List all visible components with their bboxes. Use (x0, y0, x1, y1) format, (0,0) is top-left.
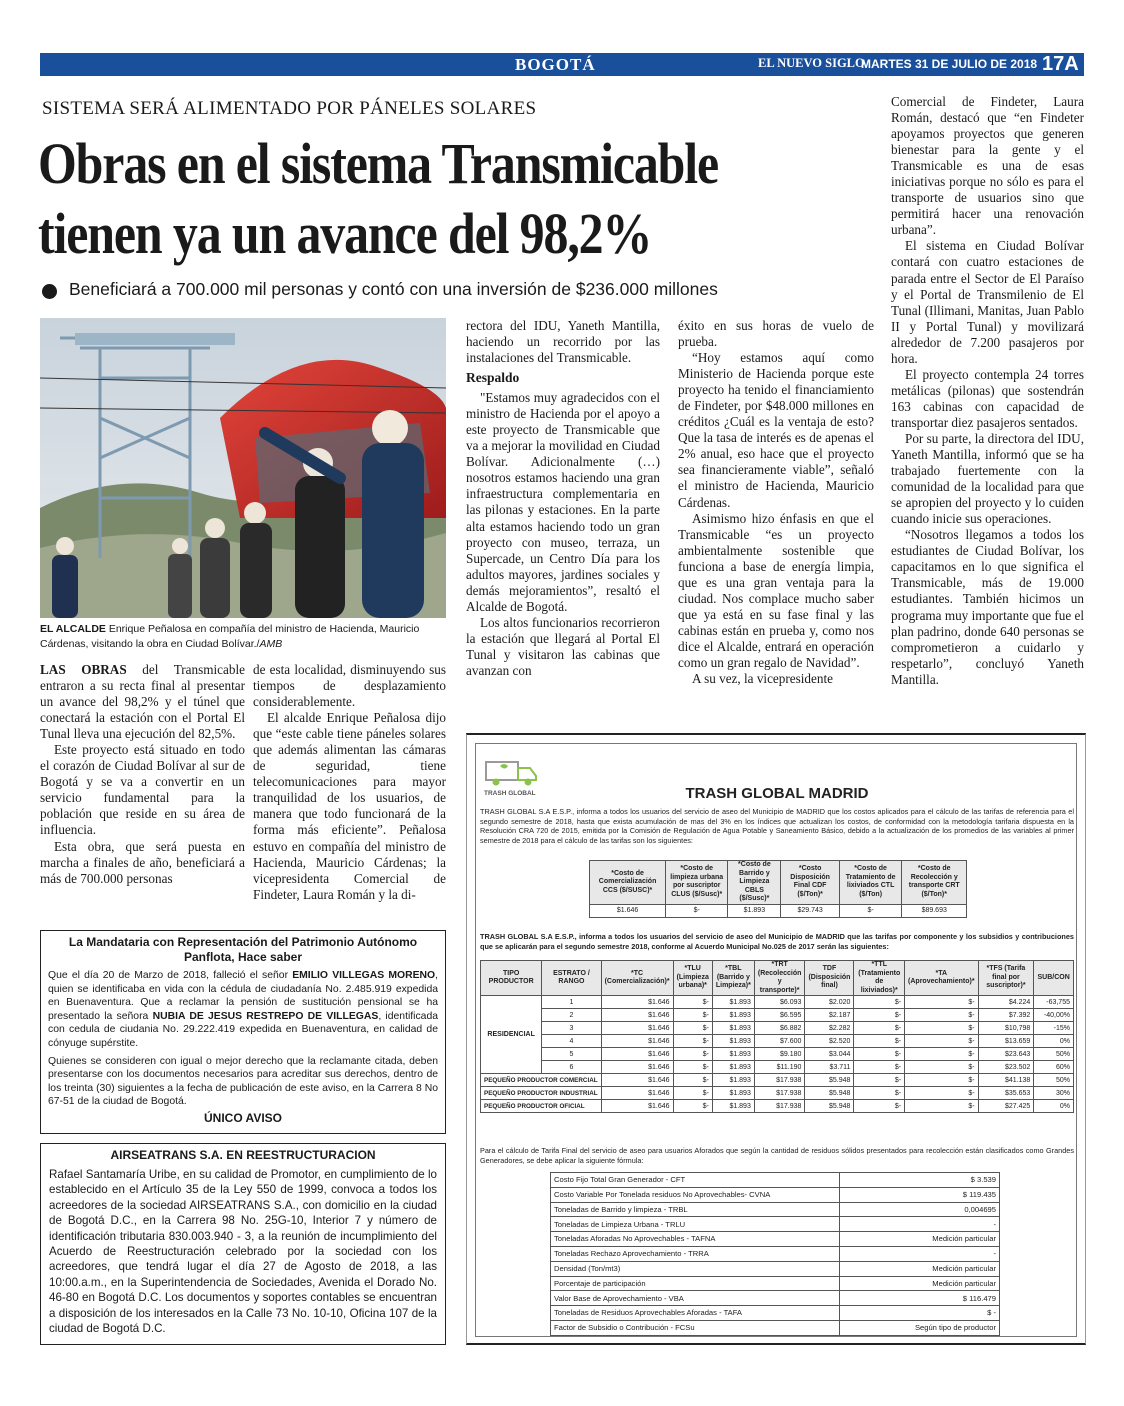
tariff-cell: 6 (542, 1061, 601, 1074)
col1-paragraph-1 (40, 662, 245, 742)
formula-row (551, 1246, 1000, 1261)
tariff-cell: $1.646 (601, 1074, 673, 1087)
formula-value: $ 3.539 (840, 1173, 1000, 1188)
costs-header: *Costo de Barrido y Limpieza CBLS ($/Susc)* (728, 861, 781, 905)
tariff-header: *TA (Aprovechamiento)* (905, 961, 979, 996)
tariff-header: *TTL (Tratamiento de lixiviados)* (854, 961, 905, 996)
formula-table (550, 1172, 1000, 1336)
formula-label: Porcentaje de participación (551, 1276, 840, 1291)
tariff-cell: $6.595 (754, 1009, 805, 1022)
col4-paragraph-1: éxito en sus horas de vuelo de prueba. (678, 318, 874, 350)
tariff-producer-type: PEQUEÑO PRODUCTOR COMERCIAL (481, 1074, 602, 1087)
tariff-producer-type: RESIDENCIAL (481, 996, 542, 1074)
tariff-cell: $- (854, 1022, 905, 1035)
notice2-text: Rafael Santamaría Uribe, en su calidad de Promotor, en cumplimiento de lo establecido en el Artículo 35 de la Ley 550 de 1999, convoca a todos los acreedores de la sociedad AIRSEATRANS S.A., con domicilio en la ciudad de Bogotá D.C., en la Carrera 98 No. 25G-10, Interior 7 y número de identificación tributaria 830.003.940 - 3, a la reunión de incumplimiento del Acuerdo de Reestructuración celebrado por la sociedad con los acreedores, que tendrá lugar el día 27 de Agosto de 2018, a las 10:00.a.m., en la Superintendencia de Sociedades, Avenida el Dorado No. 46-80 en Bogotá D.C. Los documentos y soportes contables se encuentran a disposición de los interesados en la Calle 73 No. 10-10, Oficina 107 de la ciudad de Bogotá D.C. (49, 1168, 437, 1336)
tariff-cell: $1.893 (712, 1100, 754, 1113)
costs-cell: $29.743 (781, 904, 839, 917)
costs-cell: $89.693 (902, 904, 967, 917)
trash-global-ad (466, 733, 1086, 1345)
notice1-p1-a: Que el día 20 de Marzo de 2018, falleció el señor (48, 970, 293, 981)
tariff-header: *TBL (Barrido y Limpieza)* (712, 961, 754, 996)
col3-subtitle: Respaldo (466, 370, 520, 386)
tariff-cell: $- (905, 1074, 979, 1087)
tariff-cell: 1 (542, 996, 601, 1009)
notice1-deceased-name: EMILIO VILLEGAS MORENO (292, 970, 436, 981)
photo-illustration (40, 318, 446, 618)
col4-paragraph-2: “Hoy estamos aquí como Ministerio de Hacienda porque este proyecto ha tenido el financiamiento de Findeter, por $48.000 millones en créditos ¿Cuál es la ventaja de esto? Que la tasa de interés es de apenas el 2% anual, eso hace que el proyecto sea financieramente viable”, señaló el ministro de Hacienda, Mauricio Cárdenas. (678, 350, 874, 510)
tariff-cell: $3.711 (805, 1061, 854, 1074)
tariff-header: *TRT (Recolección y transporte)* (754, 961, 805, 996)
col2-paragraph-2: El alcalde Enrique Peñalosa dijo que “este cable tiene páneles solares que además alimentan las cámaras de seguridad, tiene telecomunicaciones para mayor tranquilidad de los usuarios, de manera que todo funcionará de la forma más eficiente”. Peñalosa estuvo en compañía del ministro de Hacienda, Mauricio Cárdenas; la vicepresidenta Comercial de Findeter, Laura Román y la di- (253, 710, 446, 902)
col3-paragraph-3: Los altos funcionarios recorrieron la estación que llegará al Portal El Tunal y visitaron las cabinas que avanzan con (466, 614, 660, 678)
costs-cell: $1.646 (590, 904, 666, 917)
tariff-cell: $- (854, 1087, 905, 1100)
tariff-cell: 50% (1034, 1074, 1074, 1087)
ad-intro-3: Para el cálculo de Tarifa Final del servicio de aseo para usuarios Aforados que según la cantidad de residuos sólidos presentados para recolección están clasificados como Grandes Generadores, se debe aplicar la siguiente fórmula: (480, 1146, 1074, 1165)
formula-label: Costo Variable Por Tonelada residuos No Aprovechables- CVNA (551, 1187, 840, 1202)
tariff-table (480, 960, 1074, 1113)
tariff-cell: $- (673, 1074, 712, 1087)
newspaper-name: EL NUEVO SIGLO (758, 56, 865, 70)
tariff-cell: $2.520 (805, 1035, 854, 1048)
costs-cell: $- (839, 904, 902, 917)
tariff-producer-type: PEQUEÑO PRODUCTOR OFICIAL (481, 1100, 602, 1113)
tariff-cell: 30% (1034, 1087, 1074, 1100)
tariff-cell: $1.646 (601, 1035, 673, 1048)
formula-label: Densidad (Ton/mt3) (551, 1261, 840, 1276)
notice2-title: AIRSEATRANS S.A. EN REESTRUCTURACION (110, 1148, 376, 1162)
formula-label: Toneladas Rechazo Aprovechamiento - TRRA (551, 1246, 840, 1261)
tariff-cell: $- (673, 1009, 712, 1022)
tariff-cell: 60% (1034, 1061, 1074, 1074)
tariff-cell: $17.938 (754, 1074, 805, 1087)
tariff-cell: $27.425 (978, 1100, 1034, 1113)
tariff-cell: -15% (1034, 1022, 1074, 1035)
notice1-paragraph-2: Quienes se consideren con igual o mejor derecho que la reclamante citada, deben presentarse con los documentos necesarios para acreditar sus derechos, dentro de los treinta (30) siguientes a la fecha de publicación de este aviso, en la Carrera 8 No 67-51 de la ciudad de Bogotá. (48, 1055, 438, 1108)
tariff-cell: $1.893 (712, 1074, 754, 1087)
tariff-cell: $- (673, 1035, 712, 1048)
tariff-cell: $1.646 (601, 1061, 673, 1074)
tariff-cell: $1.646 (601, 1087, 673, 1100)
col5-paragraph-1: Comercial de Findeter, Laura Román, destacó que “en Findeter apoyamos proyectos que generen bienestar para la gente y el Transmicable es una de esas iniciativas porque no sólo es para el transporte de usuarios sino que permitirá hacer una renovación urbana”. (891, 94, 1084, 238)
tariff-row (481, 1061, 1074, 1074)
notice1-footer: ÚNICO AVISO (203, 1110, 282, 1125)
col2-paragraph-1: de esta localidad, disminuyendo sus tiempos de desplazamiento considerablemente. (253, 662, 446, 710)
tariff-cell: 5 (542, 1048, 601, 1061)
tariff-row (481, 1035, 1074, 1048)
formula-value: $ - (840, 1306, 1000, 1321)
article-column-5 (891, 94, 1084, 688)
tariff-header: ESTRATO / RANGO (542, 961, 601, 996)
tariff-cell: $1.646 (601, 1022, 673, 1035)
tariff-cell: $1.893 (712, 1009, 754, 1022)
tariff-cell: 2 (542, 1009, 601, 1022)
issue-date: MARTES 31 DE JULIO DE 2018 (861, 57, 1038, 71)
tariff-cell: $- (673, 1022, 712, 1035)
logo-text: TRASH GLOBAL (484, 790, 536, 797)
col5-paragraph-5: “Nosotros llegamos a todos los estudiantes de Ciudad Bolívar, los capacitamos en lo que significa el Transmicable, más de 19.000 estudiantes. También hicimos un programa muy importante que fue el plan padrino, donde 640 personas se comprometieron a cuidarlo y respetarlo”, concluyó Yaneth Mantilla. (891, 527, 1084, 687)
formula-row (551, 1261, 1000, 1276)
col1-paragraph-3: Esta obra, que será puesta en marcha a finales de año, beneficiará a más de 700.000 personas (40, 838, 245, 886)
tariff-table-body (481, 996, 1074, 1113)
tariff-cell: $1.646 (601, 996, 673, 1009)
costs-header: *Costo de Comercialización CCS ($/SUSC)* (590, 861, 666, 905)
ad-title: TRASH GLOBAL MADRID (685, 785, 869, 802)
formula-row (551, 1232, 1000, 1247)
tariff-cell: $2.020 (805, 996, 854, 1009)
formula-label: Toneladas de Barrido y limpieza - TRBL (551, 1202, 840, 1217)
tariff-cell: $- (854, 1100, 905, 1113)
legal-notice-airseatrans (40, 1143, 446, 1345)
tariff-cell: $2.187 (805, 1009, 854, 1022)
tariff-header: TDF (Disposición final) (805, 961, 854, 996)
formula-row (551, 1306, 1000, 1321)
tariff-cell: $5.948 (805, 1100, 854, 1113)
costs-table-row (590, 904, 967, 917)
tariff-cell: 0% (1034, 1100, 1074, 1113)
tariff-cell: $- (905, 1061, 979, 1074)
tariff-cell: $- (905, 1009, 979, 1022)
formula-value: Según tipo de productor (840, 1320, 1000, 1335)
tariff-cell: $17.938 (754, 1100, 805, 1113)
tariff-header: *TC (Comercialización)* (601, 961, 673, 996)
tariff-header: *TLU (Limpieza urbana)* (673, 961, 712, 996)
tariff-cell: $- (854, 1048, 905, 1061)
col4-paragraph-3: Asimismo hizo énfasis en que el Transmicable “es un proyecto ambientalmente sostenible que funciona a base de energía limpia, que es una gran ventaja para la ciudad. Nos complace mucho saber que ya está en su fase final y las cabinas están en prueba y, como nos dice el Alcalde, entrará en operación como un gran regalo de Navidad”. (678, 510, 874, 670)
caption-credit: AMB (259, 638, 283, 650)
col3-paragraph-2: "Estamos muy agradecidos con el ministro de Hacienda por el apoyo a este proyecto de Transmicable que va a mejorar la movilidad en Ciudad Bolívar. Adicionalmente (…) nosotros estamos haciendo una gran infraestructura complementaria en las pilonas y estaciones. En la parte alta estamos haciendo todo un gran proyecto con museo, terraza, un Supercade, un Centro Día para los adultos mayores, jardines sociales y demás mejoramientos”, resaltó el Alcalde de Bogotá. (466, 390, 660, 614)
headline-line-1: Obras en el sistema Transmicable (38, 131, 719, 196)
formula-value: 0,004695 (840, 1202, 1000, 1217)
article-subhead: Beneficiará a 700.000 mil personas y contó con una inversión de $236.000 millones (69, 279, 718, 299)
tariff-row (481, 1048, 1074, 1061)
tariff-row (481, 1074, 1074, 1087)
costs-table-header (590, 861, 967, 905)
article-photo (40, 318, 446, 618)
tariff-cell: $- (673, 1048, 712, 1061)
notice1-claimant-name: NUBIA DE JESUS RESTREPO DE VILLEGAS (152, 1010, 379, 1022)
tariff-cell: $23.502 (978, 1061, 1034, 1074)
tariff-cell: $11.190 (754, 1061, 805, 1074)
caption-lead: EL ALCALDE (40, 623, 106, 635)
formula-row (551, 1173, 1000, 1188)
col5-paragraph-4: Por su parte, la directora del IDU, Yaneth Mantilla, informó que se ha trabajado fuertemente con la comunidad de la localidad para que se apropien del proyecto y lo cuiden cuando inicie sus operaciones. (891, 430, 1084, 527)
tariff-cell: $1.893 (712, 1087, 754, 1100)
article-column-2 (253, 662, 446, 903)
tariff-cell: $10,798 (978, 1022, 1034, 1035)
formula-value: Medición particular (840, 1261, 1000, 1276)
tariff-header: SUB/CON (1034, 961, 1074, 996)
costs-header: *Costo de limpieza urbana por suscriptor CLUS ($/Susc)* (666, 861, 728, 905)
tariff-cell: $35.653 (978, 1087, 1034, 1100)
tariff-cell: $- (905, 1048, 979, 1061)
ad-intro: TRASH GLOBAL S.A E.S.P., informa a todos los usuarios del servicio de aseo del Municipio de MADRID que los costos aplicados para el cálculo de las tarifas de referencia para el segundo semestre de 2018, hasta que exista acumulación de mas del 3% en los índices que actualizan los costos, de conformidad con la metodología tarifaria dispuesta en la Resolución CRA 720 de 2015, emitida por la Comisión de Regulación de Agua Potable y Saneamiento Básico, debido a la actualización de los promedios de las variables al primer semestre de 2018 para el cálculo de las tarifas son los siguientes: (480, 807, 1074, 845)
tariff-cell: $2.282 (805, 1022, 854, 1035)
formula-value: Medición particular (840, 1232, 1000, 1247)
tariff-cell: $- (673, 996, 712, 1009)
tariff-cell: $1.646 (601, 1100, 673, 1113)
tariff-cell: $6.093 (754, 996, 805, 1009)
tariff-cell: $41.138 (978, 1074, 1034, 1087)
photo-caption (40, 622, 446, 652)
formula-label: Costo Fijo Total Gran Generador - CFT (551, 1173, 840, 1188)
tariff-cell: $1.893 (712, 1048, 754, 1061)
formula-label: Toneladas de Limpieza Urbana - TRLU (551, 1217, 840, 1232)
formula-row (551, 1217, 1000, 1232)
tariff-cell: $5.948 (805, 1087, 854, 1100)
tariff-header: TIPO PRODUCTOR (481, 961, 542, 996)
notice1-p1-b: , quien se identificaba en vida con la cédula de ciudadanía No. 2.485.919 expedida en Buenaventura. Que a reclamar la pensión de sustitución pensional se ha presentado la señora (48, 970, 438, 1022)
headline-line-2: tienen ya un avance del 98,2% (38, 201, 652, 266)
tariff-cell: 4 (542, 1035, 601, 1048)
formula-row (551, 1291, 1000, 1306)
formula-label: Factor de Subsidio o Contribución - FCSu (551, 1320, 840, 1335)
tariff-cell: $- (854, 1074, 905, 1087)
tariff-row (481, 1022, 1074, 1035)
costs-table (589, 860, 967, 918)
tariff-cell: $3.044 (805, 1048, 854, 1061)
formula-label: Toneladas de Residuos Aprovechables Aforadas - TAFA (551, 1306, 840, 1321)
article-column-1 (40, 662, 245, 887)
tariff-row (481, 1009, 1074, 1022)
tariff-cell: $- (854, 1009, 905, 1022)
col5-paragraph-3: El proyecto contempla 24 torres metálicas (pilonas) que sostendrán 163 cabinas con capacidad de transportar diez pasajeros sentados. (891, 366, 1084, 430)
tariff-cell: 0% (1034, 1035, 1074, 1048)
tariff-cell: $1.646 (601, 1048, 673, 1061)
tariff-cell: $1.893 (712, 1035, 754, 1048)
col4-paragraph-4: A su vez, la vicepresidente (692, 671, 833, 687)
formula-value: - (840, 1246, 1000, 1261)
tariff-cell: -40,00% (1034, 1009, 1074, 1022)
tariff-cell: $- (854, 996, 905, 1009)
tariff-cell: $7.600 (754, 1035, 805, 1048)
tariff-cell: $1.646 (601, 1009, 673, 1022)
tariff-cell: $1.893 (712, 1022, 754, 1035)
tariff-cell: $- (673, 1100, 712, 1113)
tariff-cell: $1.893 (712, 1061, 754, 1074)
tariff-header: *TFS (Tarifa final por suscriptor)* (978, 961, 1034, 996)
article-column-4 (678, 318, 874, 687)
costs-header: *Costo de Tratamiento de lixiviados CTL ($/Ton) (839, 861, 902, 905)
tariff-cell: $- (673, 1087, 712, 1100)
tariff-cell: $23.643 (978, 1048, 1034, 1061)
tariff-row (481, 1100, 1074, 1113)
tariff-cell: $7.392 (978, 1009, 1034, 1022)
tariff-cell: $- (854, 1035, 905, 1048)
article-column-3 (466, 318, 660, 679)
tariff-table-header (481, 961, 1074, 996)
formula-row (551, 1320, 1000, 1335)
tariff-cell: $9.180 (754, 1048, 805, 1061)
ad-frame (475, 743, 1077, 1337)
notice1-p1-c: , identificada con cedula de ciudania No. 29.222.419 expedida en Buenaventura, en calidad de cónyuge supérstite. (48, 1010, 439, 1049)
formula-label: Toneladas Aforadas No Aprovechables - TAFNA (551, 1232, 840, 1247)
formula-value: Medición particular (840, 1276, 1000, 1291)
section-name: BOGOTÁ (515, 55, 596, 74)
col1-lead: LAS OBRAS (40, 662, 127, 677)
notice1-title: La Mandataria con Representación del Patrimonio Autónomo Panflota, Hace saber (68, 935, 418, 964)
col5-paragraph-2: El sistema en Ciudad Bolívar contará con cuatro estaciones de parada entre el Sector de El Paraíso y el Portal de Transmilenio de El Tunal (Illimani, Manitas, Juan Pablo II y Portal Tunal) y movilizará alrededor de 7.200 pasajeros por hora. (891, 238, 1084, 366)
bullet-icon (42, 284, 57, 299)
tariff-cell: 3 (542, 1022, 601, 1035)
formula-table-body (551, 1173, 1000, 1336)
formula-row (551, 1202, 1000, 1217)
formula-row (551, 1276, 1000, 1291)
tariff-row (481, 1087, 1074, 1100)
tariff-cell: $1.893 (712, 996, 754, 1009)
tariff-cell: $- (673, 1061, 712, 1074)
tariff-cell: $17.938 (754, 1087, 805, 1100)
tariff-cell: $13.659 (978, 1035, 1034, 1048)
tariff-cell: $- (905, 1100, 979, 1113)
ad-intro-2: TRASH GLOBAL S.A E.S.P., informa a todos los usuarios del servicio de aseo del Municipio de MADRID que las tarifas por componente y los subsidios y contribuciones que se aplicarán para el segundo semestre 2018, conforme al Acuerdo Municipal No.025 de 2017 serán las siguientes: (480, 932, 1074, 951)
article-kicker: SISTEMA SERÁ ALIMENTADO POR PÁNELES SOLARES (42, 98, 537, 119)
tariff-cell: -63,755 (1034, 996, 1074, 1009)
tariff-cell: $- (905, 996, 979, 1009)
tariff-producer-type: PEQUEÑO PRODUCTOR INDUSTRIAL (481, 1087, 602, 1100)
tariff-cell: $- (905, 1035, 979, 1048)
formula-value: $ 116.479 (840, 1291, 1000, 1306)
tariff-cell: $4.224 (978, 996, 1034, 1009)
tariff-cell: $5.948 (805, 1074, 854, 1087)
tariff-cell: $- (854, 1061, 905, 1074)
caption-text: Enrique Peñalosa en compañía del ministro de Hacienda, Mauricio Cárdenas, visitando la obra en Ciudad Bolívar./ (40, 623, 420, 650)
col1-p1-text: del Transmicable entraron a su recta final al presentar un avance del 98,2% y el túnel que conectará la estación con el Portal El Tunal lleva una ejecución del 82,5%. (40, 662, 245, 742)
formula-row (551, 1187, 1000, 1202)
formula-label: Valor Base de Aprovechamiento - VBA (551, 1291, 840, 1306)
legal-notice-panflota (40, 930, 446, 1134)
costs-header: *Costo Disposición Final CDF ($/Ton)* (781, 861, 839, 905)
tariff-cell: $6.882 (754, 1022, 805, 1035)
formula-value: - (840, 1217, 1000, 1232)
page-number: 17A (1042, 53, 1079, 75)
tariff-cell: 50% (1034, 1048, 1074, 1061)
costs-header: *Costo de Recolección y transporte CRT ($/Ton)* (902, 861, 967, 905)
tariff-cell: $- (905, 1087, 979, 1100)
tariff-row (481, 996, 1074, 1009)
formula-value: $ 119.435 (840, 1187, 1000, 1202)
costs-cell: $1.893 (728, 904, 781, 917)
col1-paragraph-2: Este proyecto está situado en todo el corazón de Ciudad Bolívar al sur de Bogotá y se va a convertir en un servicio fundamental para la población que reside en su área de influencia. (40, 742, 245, 838)
costs-cell: $- (666, 904, 728, 917)
notice1-paragraph-1 (48, 969, 438, 1051)
tariff-cell: $- (905, 1022, 979, 1035)
col3-paragraph-1: rectora del IDU, Yaneth Mantilla, haciendo un recorrido por las instalaciones del Transmicable. (466, 318, 660, 366)
